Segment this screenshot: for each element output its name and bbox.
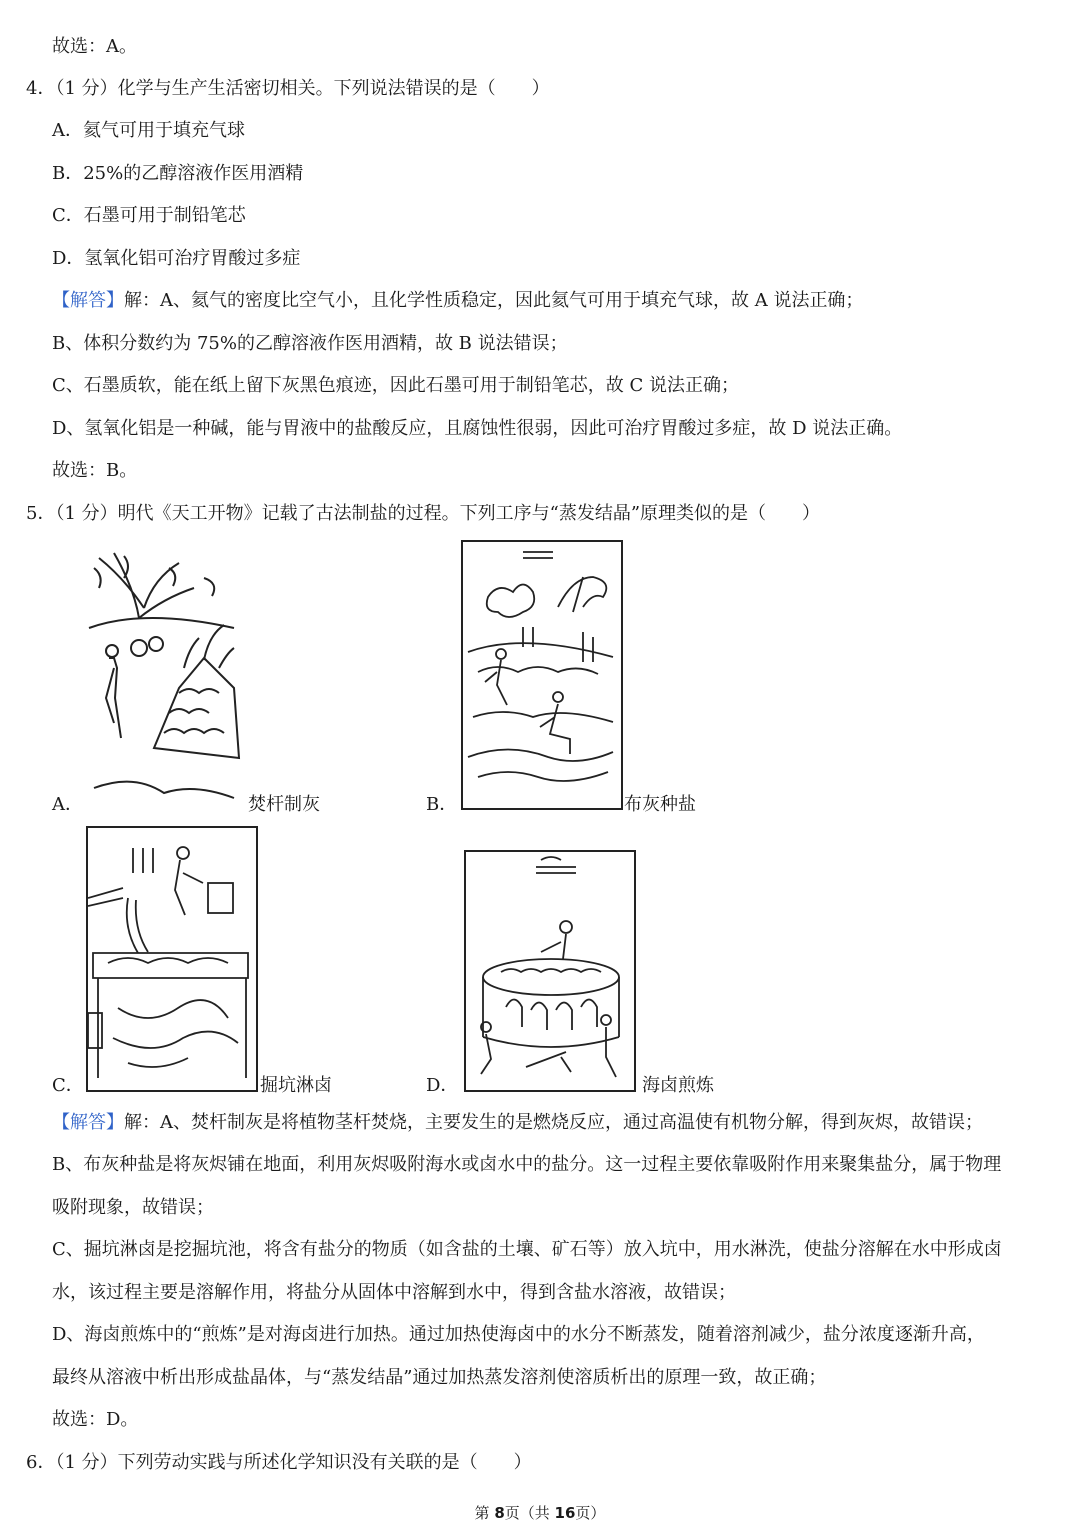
page-footer [0, 1503, 1080, 1523]
q5-stem: 5．（1 分）明代《天工开物》记载了古法制盐的过程。下列工序与“蒸发结晶”原理类似的是（ ） [26, 503, 821, 524]
q5-answer-text-1: 解：A、焚杆制灰是将植物茎杆焚烧，主要发生的是燃烧反应，通过高温使有机物分解，得到灰烬，故错误； [124, 1112, 983, 1133]
q4-answer-line-4: D、氢氧化铝是一种碱，能与胃液中的盐酸反应，且腐蚀性很弱，因此可治疗胃酸过多症，故 D 说法正确。 [52, 418, 903, 439]
figure-d-woodcut [464, 850, 636, 1092]
figure-a-woodcut [84, 548, 244, 806]
q4-conclusion: 故选：B。 [52, 460, 138, 481]
woodcut-burning-stalks-icon [84, 548, 244, 806]
q5-answer-line-2: B、布灰种盐是将灰烬铺在地面，利用灰烬吸附海水或卤水中的盐分。这一过程主要依靠吸附作用来聚集盐分，属于物理 [52, 1154, 1002, 1175]
q4-answer-line-3: C、石墨质软，能在纸上留下灰黑色痕迹，因此石墨可用于制铅笔芯，故 C 说法正确； [52, 375, 739, 396]
q5-option-b-letter: B． [426, 794, 458, 815]
q5-option-c-letter: C． [52, 1075, 84, 1096]
q4-answer-text-1: 解：A、氦气的密度比空气小，且化学性质稳定，因此氦气可用于填充气球，故 A 说法正确； [124, 290, 864, 311]
woodcut-boiling-brine-icon [466, 852, 634, 1090]
q5-option-d-caption: 海卤煎炼 [642, 1075, 714, 1096]
footer-total-pages: 16 [554, 1504, 576, 1522]
q6-stem: 6．（1 分）下列劳动实践与所述化学知识没有关联的是（ ） [26, 1452, 532, 1473]
q5-option-d-letter: D． [426, 1075, 459, 1096]
footer-prefix: 第 [474, 1504, 495, 1522]
q4-answer-line-2: B、体积分数约为 75%的乙醇溶液作医用酒精，故 B 说法错误； [52, 333, 568, 354]
q5-option-b-caption: 布灰种盐 [624, 794, 696, 815]
footer-suffix: 页） [575, 1504, 606, 1522]
q5-answer-line-1 [52, 1110, 983, 1136]
q5-answer-line-7: 最终从溶液中析出形成盐晶体，与“蒸发结晶”通过加热蒸发溶剂使溶质析出的原理一致，故正确； [52, 1367, 827, 1388]
q4-answer-tag: 【解答】 [52, 290, 124, 311]
q4-option-a: A．氦气可用于填充气球 [52, 120, 245, 141]
q3-conclusion: 故选：A。 [52, 36, 137, 57]
q4-answer-line-1 [52, 288, 863, 314]
figure-b-woodcut [461, 540, 623, 810]
woodcut-brine-pit-icon [88, 828, 256, 1090]
q4-option-b: B．25%的乙醇溶液作医用酒精 [52, 163, 304, 184]
q5-option-c-caption: 掘坑淋卤 [260, 1075, 332, 1096]
woodcut-spreading-ash-icon [463, 542, 621, 808]
q4-option-d: D．氢氧化铝可治疗胃酸过多症 [52, 248, 301, 269]
q5-option-a-caption: 焚杆制灰 [248, 794, 320, 815]
footer-middle: 页（共 [504, 1504, 555, 1522]
footer-page-number: 8 [494, 1504, 505, 1522]
q5-answer-line-3: 吸附现象，故错误； [52, 1197, 214, 1218]
q5-answer-tag: 【解答】 [52, 1112, 124, 1133]
q4-option-c: C．石墨可用于制铅笔芯 [52, 205, 246, 226]
q5-answer-line-4: C、掘坑淋卤是挖掘坑池，将含有盐分的物质（如含盐的土壤、矿石等）放入坑中，用水淋洗，使盐分溶解在水中形成卤 [52, 1239, 1002, 1260]
figure-c-woodcut [86, 826, 258, 1092]
q5-answer-line-6: D、海卤煎炼中的“煎炼”是对海卤进行加热。通过加热使海卤中的水分不断蒸发，随着溶剂减少，盐分浓度逐渐升高， [52, 1324, 985, 1345]
q5-conclusion: 故选：D。 [52, 1409, 139, 1430]
q5-option-a-letter: A． [52, 794, 83, 815]
q4-stem: 4．（1 分）化学与生产生活密切相关。下列说法错误的是（ ） [26, 78, 550, 99]
q5-answer-line-5: 水，该过程主要是溶解作用，将盐分从固体中溶解到水中，得到含盐水溶液，故错误； [52, 1282, 736, 1303]
